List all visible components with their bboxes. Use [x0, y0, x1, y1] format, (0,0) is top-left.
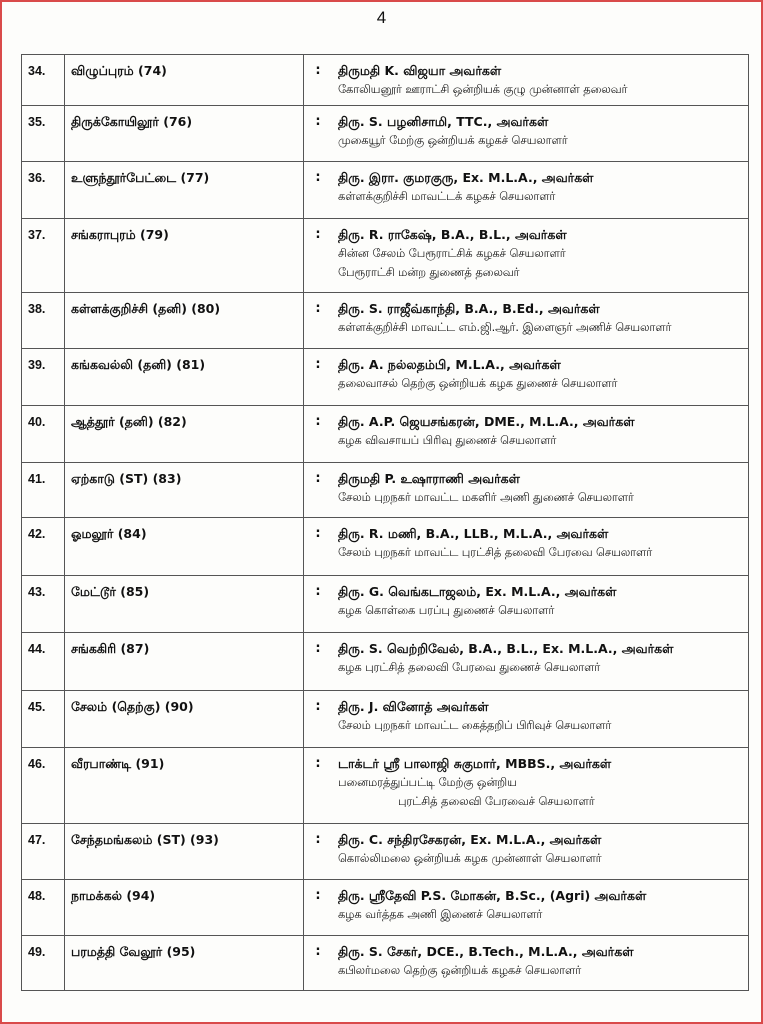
candidate-table-body [22, 55, 749, 991]
candidate-name: திரு. A. நல்லதம்பி, M.L.A., அவர்கள் [338, 357, 561, 372]
row-number: 44. [22, 633, 65, 691]
table-row [22, 880, 749, 936]
row-number: 45. [22, 691, 65, 748]
constituency-name: சங்கராபுரம் (79) [65, 219, 304, 293]
constituency-name: மேட்டூர் (85) [65, 576, 304, 633]
separator-colon: : [304, 55, 333, 106]
separator-colon: : [304, 293, 333, 349]
candidate-name: திருமதி K. விஜயா அவர்கள் [338, 63, 502, 78]
constituency-name: விழுப்புரம் (74) [65, 55, 304, 106]
candidate-info [332, 106, 749, 162]
table-row [22, 518, 749, 576]
candidate-name: திரு. S. பழனிசாமி, TTC., அவர்கள் [338, 114, 549, 129]
table-row [22, 748, 749, 824]
separator-colon: : [304, 463, 333, 518]
row-number: 47. [22, 824, 65, 880]
separator-colon: : [304, 748, 333, 824]
candidate-role: சேலம் புறநகர் மாவட்ட கைத்தறிப் பிரிவுச் செயலாளர் [338, 719, 612, 732]
candidate-info [332, 824, 749, 880]
table-row [22, 824, 749, 880]
row-number: 40. [22, 406, 65, 463]
candidate-role: கோலியனூர் ஊராட்சி ஒன்றியக் குழு முன்னாள் தலைவர் [338, 83, 628, 96]
candidate-name: திரு. S. ராஜீவ்காந்தி, B.A., B.Ed., அவர்கள் [338, 301, 600, 316]
separator-colon: : [304, 162, 333, 219]
candidate-role: கொல்லிமலை ஒன்றியக் கழக முன்னாள் செயலாளர் [338, 852, 602, 865]
candidate-role: கள்ளக்குறிச்சி மாவட்ட எம்.ஜி.ஆர். இளைஞர் அணிச் செயலாளர் [338, 321, 672, 334]
row-number: 46. [22, 748, 65, 824]
candidate-info [332, 55, 749, 106]
separator-colon: : [304, 349, 333, 406]
candidate-role: கழக வர்த்தக அணி இணைச் செயலாளர் [338, 908, 543, 921]
candidate-info [332, 518, 749, 576]
separator-colon: : [304, 633, 333, 691]
constituency-name: ஆத்தூர் (தனி) (82) [65, 406, 304, 463]
candidate-info [332, 691, 749, 748]
candidate-info [332, 293, 749, 349]
row-number: 49. [22, 936, 65, 991]
candidate-table [21, 54, 749, 991]
table-row [22, 691, 749, 748]
candidate-info [332, 463, 749, 518]
candidate-role: கள்ளக்குறிச்சி மாவட்டக் கழகச் செயலாளர் [338, 190, 556, 203]
constituency-name: பரமத்தி வேலூர் (95) [65, 936, 304, 991]
constituency-name: நாமக்கல் (94) [65, 880, 304, 936]
candidate-role: முகையூர் மேற்கு ஒன்றியக் கழகச் செயலாளர் [338, 134, 568, 147]
table-row [22, 219, 749, 293]
separator-colon: : [304, 691, 333, 748]
candidate-name: திரு. R. ராகேஷ், B.A., B.L., அவர்கள் [338, 227, 567, 242]
candidate-role: கபிலர்மலை தெற்கு ஒன்றியக் கழகச் செயலாளர் [338, 964, 582, 977]
constituency-name: சேலம் (தெற்கு) (90) [65, 691, 304, 748]
candidate-role: கழக புரட்சித் தலைவி பேரவை துணைச் செயலாளர் [338, 661, 601, 674]
candidate-info [332, 936, 749, 991]
constituency-name: ஓமலூர் (84) [65, 518, 304, 576]
separator-colon: : [304, 576, 333, 633]
constituency-name: சங்ககிரி (87) [65, 633, 304, 691]
row-number: 35. [22, 106, 65, 162]
candidate-info [332, 219, 749, 293]
candidate-info [332, 162, 749, 219]
row-number: 34. [22, 55, 65, 106]
row-number: 36. [22, 162, 65, 219]
candidate-info [332, 576, 749, 633]
candidate-info [332, 880, 749, 936]
separator-colon: : [304, 824, 333, 880]
candidate-role: சேலம் புறநகர் மாவட்ட மகளிர் அணி துணைச் செயலாளர் [338, 491, 634, 504]
candidate-name: திரு. இரா. குமரகுரு, Ex. M.L.A., அவர்கள் [338, 170, 594, 185]
candidate-role: சின்ன சேலம் பேரூராட்சிக் கழகச் செயலாளர் [338, 247, 566, 260]
table-row [22, 406, 749, 463]
row-number: 38. [22, 293, 65, 349]
separator-colon: : [304, 219, 333, 293]
candidate-name: திரு. G. வெங்கடாஜலம், Ex. M.L.A., அவர்கள் [338, 584, 617, 599]
row-number: 48. [22, 880, 65, 936]
page-number: 4 [376, 8, 387, 27]
table-row [22, 349, 749, 406]
candidate-name: திரு. R. மணி, B.A., LLB., M.L.A., அவர்கள் [338, 526, 609, 541]
candidate-info [332, 633, 749, 691]
constituency-name: ஏற்காடு (ST) (83) [65, 463, 304, 518]
table-row [22, 936, 749, 991]
row-number: 37. [22, 219, 65, 293]
separator-colon: : [304, 518, 333, 576]
separator-colon: : [304, 936, 333, 991]
candidate-name: திரு. S. வெற்றிவேல், B.A., B.L., Ex. M.L.A., அவர்கள் [338, 641, 674, 656]
row-number: 39. [22, 349, 65, 406]
candidate-role: தலைவாசல் தெற்கு ஒன்றியக் கழக துணைச் செயலாளர் [338, 377, 618, 390]
candidate-info [332, 406, 749, 463]
candidate-name: திருமதி P. உஷாராணி அவர்கள் [338, 471, 520, 486]
candidate-role: சேலம் புறநகர் மாவட்ட புரட்சித் தலைவி பேரவை செயலாளர் [338, 546, 653, 559]
candidate-info [332, 748, 749, 824]
row-number: 42. [22, 518, 65, 576]
table-row [22, 162, 749, 219]
row-number: 43. [22, 576, 65, 633]
separator-colon: : [304, 406, 333, 463]
candidate-role: கழக விவசாயப் பிரிவு துணைச் செயலாளர் [338, 434, 557, 447]
candidate-role: கழக கொள்கை பரப்பு துணைச் செயலாளர் [338, 604, 555, 617]
candidate-name: டாக்டர் ஸ்ரீ பாலாஜி சுகுமார், MBBS., அவர்கள் [338, 756, 612, 771]
table-row [22, 293, 749, 349]
candidate-name: திரு. ஸ்ரீதேவி P.S. மோகன், B.Sc., (Agri) அவர்கள் [338, 888, 647, 903]
constituency-name: கங்கவல்லி (தனி) (81) [65, 349, 304, 406]
table-row [22, 576, 749, 633]
table-row [22, 633, 749, 691]
table-row [22, 463, 749, 518]
constituency-name: வீரபாண்டி (91) [65, 748, 304, 824]
table-row [22, 106, 749, 162]
row-number: 41. [22, 463, 65, 518]
constituency-name: உளுந்தூர்பேட்டை (77) [65, 162, 304, 219]
candidate-name: திரு. J. வினோத் அவர்கள் [338, 699, 489, 714]
candidate-role: பேரூராட்சி மன்ற துணைத் தலைவர் [338, 266, 520, 279]
candidate-name: திரு. S. சேகர், DCE., B.Tech., M.L.A., அவர்கள் [338, 944, 634, 959]
constituency-name: சேந்தமங்கலம் (ST) (93) [65, 824, 304, 880]
candidate-name: திரு. A.P. ஜெயசங்கரன், DME., M.L.A., அவர்கள் [338, 414, 635, 429]
candidate-info [332, 349, 749, 406]
table-row [22, 55, 749, 106]
candidate-role: பனைமரத்துப்பட்டி மேற்கு ஒன்றிய [338, 776, 517, 789]
candidate-role: புரட்சித் தலைவி பேரவைச் செயலாளர் [398, 795, 595, 808]
constituency-name: திருக்கோயிலூர் (76) [65, 106, 304, 162]
separator-colon: : [304, 880, 333, 936]
separator-colon: : [304, 106, 333, 162]
constituency-name: கள்ளக்குறிச்சி (தனி) (80) [65, 293, 304, 349]
candidate-name: திரு. C. சந்திரசேகரன், Ex. M.L.A., அவர்கள் [338, 832, 602, 847]
